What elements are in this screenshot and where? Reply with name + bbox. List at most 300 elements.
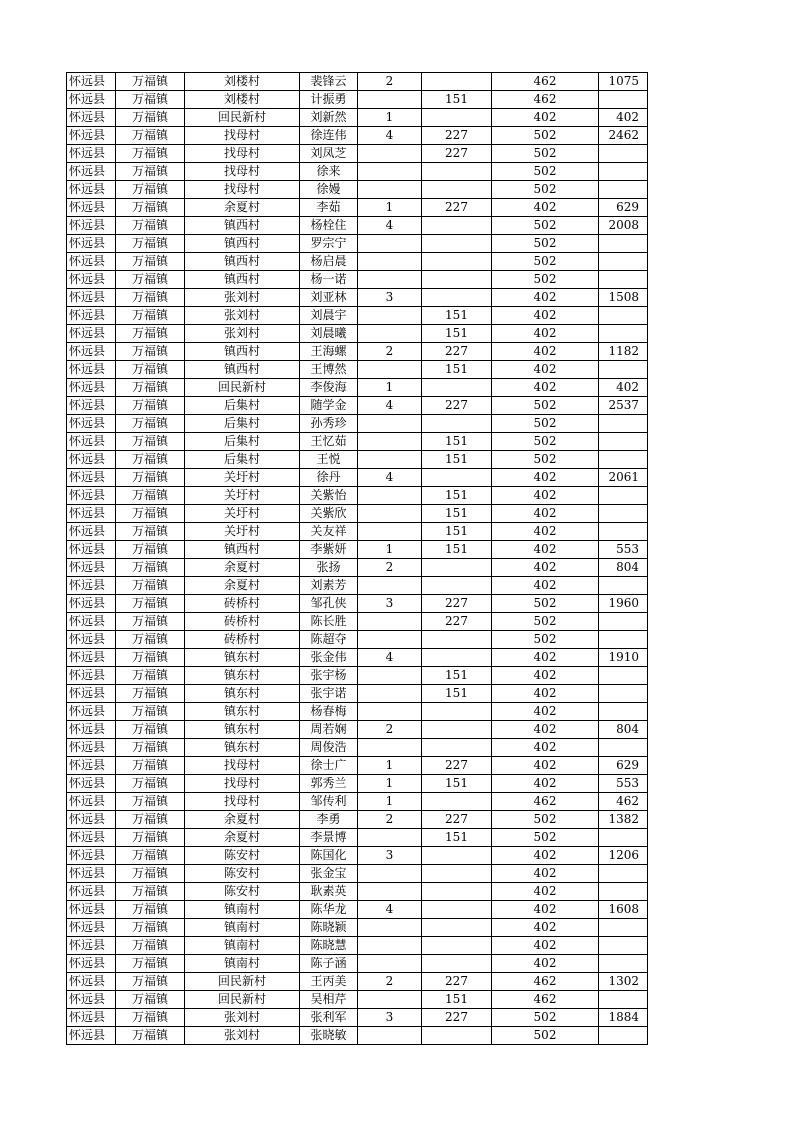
town-cell: 万福镇 bbox=[116, 523, 185, 541]
name-cell: 张宇杨 bbox=[300, 667, 358, 685]
subsidy-b-cell: 402 bbox=[492, 487, 599, 505]
table-row bbox=[67, 127, 648, 145]
table-row bbox=[67, 901, 648, 919]
name-cell: 关紫怡 bbox=[300, 487, 358, 505]
name-cell: 徐连伟 bbox=[300, 127, 358, 145]
subsidy-a-cell bbox=[422, 703, 492, 721]
town-cell: 万福镇 bbox=[116, 649, 185, 667]
table-row bbox=[67, 685, 648, 703]
table-row bbox=[67, 703, 648, 721]
table-row bbox=[67, 235, 648, 253]
county-cell: 怀远县 bbox=[67, 973, 116, 991]
subsidy-a-cell bbox=[422, 109, 492, 127]
subsidy-a-cell: 151 bbox=[422, 991, 492, 1009]
county-cell: 怀远县 bbox=[67, 235, 116, 253]
town-cell: 万福镇 bbox=[116, 811, 185, 829]
name-cell: 吴相芹 bbox=[300, 991, 358, 1009]
village-cell: 镇西村 bbox=[185, 271, 300, 289]
name-cell: 王博然 bbox=[300, 361, 358, 379]
table-row bbox=[67, 991, 648, 1009]
subsidy-b-cell: 502 bbox=[492, 433, 599, 451]
county-cell: 怀远县 bbox=[67, 433, 116, 451]
household-count-cell bbox=[358, 631, 422, 649]
town-cell: 万福镇 bbox=[116, 163, 185, 181]
total-cell bbox=[599, 235, 648, 253]
total-cell: 553 bbox=[599, 541, 648, 559]
village-cell: 镇西村 bbox=[185, 361, 300, 379]
name-cell: 李勇 bbox=[300, 811, 358, 829]
subsidy-a-cell: 227 bbox=[422, 973, 492, 991]
total-cell bbox=[599, 829, 648, 847]
village-cell: 镇西村 bbox=[185, 253, 300, 271]
household-count-cell: 1 bbox=[358, 541, 422, 559]
table-row bbox=[67, 343, 648, 361]
county-cell: 怀远县 bbox=[67, 955, 116, 973]
subsidy-b-cell: 502 bbox=[492, 595, 599, 613]
household-count-cell bbox=[358, 415, 422, 433]
table-row bbox=[67, 181, 648, 199]
name-cell: 陈国化 bbox=[300, 847, 358, 865]
household-count-cell bbox=[358, 253, 422, 271]
subsidy-b-cell: 462 bbox=[492, 973, 599, 991]
table-row bbox=[67, 757, 648, 775]
total-cell bbox=[599, 937, 648, 955]
table-row bbox=[67, 1027, 648, 1045]
town-cell: 万福镇 bbox=[116, 91, 185, 109]
subsidy-a-cell bbox=[422, 253, 492, 271]
household-count-cell: 4 bbox=[358, 127, 422, 145]
village-cell: 镇东村 bbox=[185, 739, 300, 757]
town-cell: 万福镇 bbox=[116, 1027, 185, 1045]
total-cell bbox=[599, 523, 648, 541]
county-cell: 怀远县 bbox=[67, 325, 116, 343]
household-count-cell: 2 bbox=[358, 973, 422, 991]
county-cell: 怀远县 bbox=[67, 595, 116, 613]
subsidy-b-cell: 402 bbox=[492, 343, 599, 361]
subsidy-a-cell: 227 bbox=[422, 1009, 492, 1027]
name-cell: 李俊海 bbox=[300, 379, 358, 397]
village-cell: 余夏村 bbox=[185, 811, 300, 829]
village-cell: 后集村 bbox=[185, 451, 300, 469]
household-count-cell bbox=[358, 325, 422, 343]
table-row bbox=[67, 325, 648, 343]
household-count-cell: 1 bbox=[358, 379, 422, 397]
subsidy-a-cell: 151 bbox=[422, 523, 492, 541]
household-count-cell: 2 bbox=[358, 559, 422, 577]
total-cell bbox=[599, 667, 648, 685]
household-count-cell bbox=[358, 487, 422, 505]
total-cell: 629 bbox=[599, 199, 648, 217]
subsidy-a-cell bbox=[422, 919, 492, 937]
household-count-cell bbox=[358, 181, 422, 199]
total-cell bbox=[599, 883, 648, 901]
total-cell bbox=[599, 451, 648, 469]
name-cell: 李茹 bbox=[300, 199, 358, 217]
subsidy-b-cell: 402 bbox=[492, 109, 599, 127]
town-cell: 万福镇 bbox=[116, 325, 185, 343]
subsidy-a-cell: 227 bbox=[422, 343, 492, 361]
town-cell: 万福镇 bbox=[116, 937, 185, 955]
county-cell: 怀远县 bbox=[67, 883, 116, 901]
household-count-cell bbox=[358, 523, 422, 541]
town-cell: 万福镇 bbox=[116, 397, 185, 415]
name-cell: 王忆茹 bbox=[300, 433, 358, 451]
table-row bbox=[67, 451, 648, 469]
total-cell: 629 bbox=[599, 757, 648, 775]
town-cell: 万福镇 bbox=[116, 631, 185, 649]
subsidy-b-cell: 402 bbox=[492, 775, 599, 793]
subsidy-a-cell bbox=[422, 865, 492, 883]
household-count-cell bbox=[358, 433, 422, 451]
town-cell: 万福镇 bbox=[116, 343, 185, 361]
total-cell bbox=[599, 739, 648, 757]
county-cell: 怀远县 bbox=[67, 757, 116, 775]
county-cell: 怀远县 bbox=[67, 271, 116, 289]
subsidy-a-cell: 151 bbox=[422, 91, 492, 109]
county-cell: 怀远县 bbox=[67, 415, 116, 433]
county-cell: 怀远县 bbox=[67, 775, 116, 793]
household-count-cell bbox=[358, 883, 422, 901]
county-cell: 怀远县 bbox=[67, 685, 116, 703]
table-row bbox=[67, 469, 648, 487]
household-count-cell: 2 bbox=[358, 343, 422, 361]
total-cell bbox=[599, 253, 648, 271]
village-cell: 镇南村 bbox=[185, 901, 300, 919]
county-cell: 怀远县 bbox=[67, 847, 116, 865]
table-row bbox=[67, 973, 648, 991]
table-row bbox=[67, 253, 648, 271]
household-count-cell bbox=[358, 91, 422, 109]
town-cell: 万福镇 bbox=[116, 793, 185, 811]
subsidy-b-cell: 402 bbox=[492, 757, 599, 775]
town-cell: 万福镇 bbox=[116, 847, 185, 865]
village-cell: 找母村 bbox=[185, 793, 300, 811]
household-count-cell bbox=[358, 991, 422, 1009]
town-cell: 万福镇 bbox=[116, 469, 185, 487]
subsidy-a-cell bbox=[422, 631, 492, 649]
household-count-cell bbox=[358, 271, 422, 289]
subsidy-b-cell: 402 bbox=[492, 919, 599, 937]
total-cell bbox=[599, 919, 648, 937]
name-cell: 邹孔侠 bbox=[300, 595, 358, 613]
subsidy-a-cell: 227 bbox=[422, 595, 492, 613]
subsidy-a-cell: 151 bbox=[422, 451, 492, 469]
name-cell: 裴锋云 bbox=[300, 73, 358, 91]
village-cell: 回民新村 bbox=[185, 973, 300, 991]
town-cell: 万福镇 bbox=[116, 919, 185, 937]
household-count-cell bbox=[358, 505, 422, 523]
table-row bbox=[67, 217, 648, 235]
county-cell: 怀远县 bbox=[67, 541, 116, 559]
subsidy-a-cell: 151 bbox=[422, 505, 492, 523]
subsidy-b-cell: 402 bbox=[492, 865, 599, 883]
subsidy-b-cell: 502 bbox=[492, 217, 599, 235]
name-cell: 关紫欣 bbox=[300, 505, 358, 523]
household-count-cell: 1 bbox=[358, 199, 422, 217]
total-cell bbox=[599, 163, 648, 181]
subsidy-a-cell bbox=[422, 559, 492, 577]
table-row bbox=[67, 793, 648, 811]
village-cell: 回民新村 bbox=[185, 991, 300, 1009]
subsidy-b-cell: 502 bbox=[492, 1027, 599, 1045]
county-cell: 怀远县 bbox=[67, 919, 116, 937]
village-cell: 镇东村 bbox=[185, 649, 300, 667]
name-cell: 计振勇 bbox=[300, 91, 358, 109]
subsidy-a-cell bbox=[422, 793, 492, 811]
subsidy-a-cell bbox=[422, 1027, 492, 1045]
total-cell bbox=[599, 415, 648, 433]
total-cell bbox=[599, 325, 648, 343]
subsidy-b-cell: 402 bbox=[492, 739, 599, 757]
county-cell: 怀远县 bbox=[67, 145, 116, 163]
household-count-cell bbox=[358, 361, 422, 379]
county-cell: 怀远县 bbox=[67, 181, 116, 199]
village-cell: 余夏村 bbox=[185, 829, 300, 847]
subsidy-a-cell bbox=[422, 883, 492, 901]
table-row bbox=[67, 91, 648, 109]
household-count-cell: 2 bbox=[358, 811, 422, 829]
subsidy-b-cell: 402 bbox=[492, 883, 599, 901]
county-cell: 怀远县 bbox=[67, 523, 116, 541]
household-count-cell: 1 bbox=[358, 775, 422, 793]
subsidy-b-cell: 402 bbox=[492, 199, 599, 217]
name-cell: 张金宝 bbox=[300, 865, 358, 883]
table-row bbox=[67, 865, 648, 883]
total-cell bbox=[599, 505, 648, 523]
household-count-cell bbox=[358, 235, 422, 253]
subsidy-a-cell: 151 bbox=[422, 685, 492, 703]
county-cell: 怀远县 bbox=[67, 397, 116, 415]
household-count-cell bbox=[358, 451, 422, 469]
village-cell: 砖桥村 bbox=[185, 595, 300, 613]
county-cell: 怀远县 bbox=[67, 91, 116, 109]
county-cell: 怀远县 bbox=[67, 631, 116, 649]
table-row bbox=[67, 613, 648, 631]
village-cell: 镇东村 bbox=[185, 703, 300, 721]
subsidy-a-cell: 227 bbox=[422, 145, 492, 163]
table-row bbox=[67, 73, 648, 91]
county-cell: 怀远县 bbox=[67, 649, 116, 667]
name-cell: 陈晓慧 bbox=[300, 937, 358, 955]
village-cell: 关圩村 bbox=[185, 505, 300, 523]
county-cell: 怀远县 bbox=[67, 937, 116, 955]
county-cell: 怀远县 bbox=[67, 307, 116, 325]
table-row bbox=[67, 811, 648, 829]
subsidy-a-cell bbox=[422, 901, 492, 919]
village-cell: 张刘村 bbox=[185, 1027, 300, 1045]
county-cell: 怀远县 bbox=[67, 901, 116, 919]
table-row bbox=[67, 523, 648, 541]
subsidy-b-cell: 502 bbox=[492, 1009, 599, 1027]
town-cell: 万福镇 bbox=[116, 307, 185, 325]
town-cell: 万福镇 bbox=[116, 487, 185, 505]
town-cell: 万福镇 bbox=[116, 595, 185, 613]
name-cell: 邹传利 bbox=[300, 793, 358, 811]
village-cell: 后集村 bbox=[185, 415, 300, 433]
household-count-cell: 1 bbox=[358, 109, 422, 127]
county-cell: 怀远县 bbox=[67, 1009, 116, 1027]
household-count-cell: 2 bbox=[358, 721, 422, 739]
name-cell: 杨一诺 bbox=[300, 271, 358, 289]
village-cell: 张刘村 bbox=[185, 1009, 300, 1027]
town-cell: 万福镇 bbox=[116, 433, 185, 451]
table-row bbox=[67, 271, 648, 289]
village-cell: 砖桥村 bbox=[185, 613, 300, 631]
household-count-cell: 3 bbox=[358, 1009, 422, 1027]
total-cell bbox=[599, 145, 648, 163]
village-cell: 陈安村 bbox=[185, 865, 300, 883]
village-cell: 镇西村 bbox=[185, 235, 300, 253]
county-cell: 怀远县 bbox=[67, 505, 116, 523]
subsidy-a-cell bbox=[422, 649, 492, 667]
total-cell bbox=[599, 631, 648, 649]
table-row bbox=[67, 415, 648, 433]
table-row bbox=[67, 631, 648, 649]
household-count-cell bbox=[358, 955, 422, 973]
town-cell: 万福镇 bbox=[116, 955, 185, 973]
total-cell: 2462 bbox=[599, 127, 648, 145]
village-cell: 张刘村 bbox=[185, 307, 300, 325]
name-cell: 杨栓住 bbox=[300, 217, 358, 235]
total-cell: 2061 bbox=[599, 469, 648, 487]
total-cell: 1910 bbox=[599, 649, 648, 667]
subsidy-b-cell: 502 bbox=[492, 397, 599, 415]
town-cell: 万福镇 bbox=[116, 991, 185, 1009]
household-count-cell: 4 bbox=[358, 469, 422, 487]
household-count-cell bbox=[358, 613, 422, 631]
table-row bbox=[67, 379, 648, 397]
table-row bbox=[67, 739, 648, 757]
village-cell: 镇西村 bbox=[185, 343, 300, 361]
subsidy-a-cell bbox=[422, 217, 492, 235]
county-cell: 怀远县 bbox=[67, 379, 116, 397]
subsidy-b-cell: 402 bbox=[492, 361, 599, 379]
town-cell: 万福镇 bbox=[116, 217, 185, 235]
household-count-cell: 3 bbox=[358, 847, 422, 865]
village-cell: 张刘村 bbox=[185, 325, 300, 343]
village-cell: 回民新村 bbox=[185, 379, 300, 397]
name-cell: 杨启晨 bbox=[300, 253, 358, 271]
county-cell: 怀远县 bbox=[67, 199, 116, 217]
name-cell: 徐嫚 bbox=[300, 181, 358, 199]
subsidy-b-cell: 402 bbox=[492, 307, 599, 325]
total-cell: 2537 bbox=[599, 397, 648, 415]
name-cell: 周俊浩 bbox=[300, 739, 358, 757]
county-cell: 怀远县 bbox=[67, 487, 116, 505]
town-cell: 万福镇 bbox=[116, 379, 185, 397]
total-cell: 402 bbox=[599, 379, 648, 397]
data-table bbox=[66, 72, 648, 1045]
subsidy-a-cell bbox=[422, 847, 492, 865]
household-count-cell: 3 bbox=[358, 595, 422, 613]
name-cell: 徐丹 bbox=[300, 469, 358, 487]
county-cell: 怀远县 bbox=[67, 865, 116, 883]
subsidy-a-cell bbox=[422, 289, 492, 307]
table-row bbox=[67, 649, 648, 667]
town-cell: 万福镇 bbox=[116, 127, 185, 145]
name-cell: 陈超夺 bbox=[300, 631, 358, 649]
subsidy-a-cell bbox=[422, 73, 492, 91]
subsidy-b-cell: 402 bbox=[492, 901, 599, 919]
town-cell: 万福镇 bbox=[116, 883, 185, 901]
household-count-cell: 4 bbox=[358, 217, 422, 235]
subsidy-b-cell: 462 bbox=[492, 793, 599, 811]
subsidy-a-cell: 227 bbox=[422, 397, 492, 415]
household-count-cell bbox=[358, 307, 422, 325]
town-cell: 万福镇 bbox=[116, 757, 185, 775]
household-count-cell bbox=[358, 163, 422, 181]
town-cell: 万福镇 bbox=[116, 775, 185, 793]
town-cell: 万福镇 bbox=[116, 271, 185, 289]
subsidy-b-cell: 502 bbox=[492, 829, 599, 847]
household-count-cell bbox=[358, 685, 422, 703]
subsidy-a-cell: 151 bbox=[422, 325, 492, 343]
name-cell: 陈晓颖 bbox=[300, 919, 358, 937]
village-cell: 关圩村 bbox=[185, 469, 300, 487]
county-cell: 怀远县 bbox=[67, 127, 116, 145]
total-cell: 553 bbox=[599, 775, 648, 793]
subsidy-b-cell: 402 bbox=[492, 685, 599, 703]
household-count-cell: 4 bbox=[358, 397, 422, 415]
town-cell: 万福镇 bbox=[116, 235, 185, 253]
table-row bbox=[67, 163, 648, 181]
name-cell: 耿素英 bbox=[300, 883, 358, 901]
table-row bbox=[67, 829, 648, 847]
total-cell bbox=[599, 991, 648, 1009]
name-cell: 张晓敏 bbox=[300, 1027, 358, 1045]
name-cell: 王悦 bbox=[300, 451, 358, 469]
table-row bbox=[67, 361, 648, 379]
name-cell: 随学金 bbox=[300, 397, 358, 415]
total-cell bbox=[599, 685, 648, 703]
village-cell: 找母村 bbox=[185, 775, 300, 793]
county-cell: 怀远县 bbox=[67, 451, 116, 469]
subsidy-a-cell bbox=[422, 415, 492, 433]
subsidy-b-cell: 402 bbox=[492, 325, 599, 343]
subsidy-a-cell bbox=[422, 721, 492, 739]
county-cell: 怀远县 bbox=[67, 343, 116, 361]
village-cell: 找母村 bbox=[185, 757, 300, 775]
village-cell: 陈安村 bbox=[185, 847, 300, 865]
town-cell: 万福镇 bbox=[116, 145, 185, 163]
subsidy-a-cell: 227 bbox=[422, 199, 492, 217]
town-cell: 万福镇 bbox=[116, 451, 185, 469]
subsidy-a-cell: 227 bbox=[422, 613, 492, 631]
village-cell: 镇南村 bbox=[185, 919, 300, 937]
county-cell: 怀远县 bbox=[67, 109, 116, 127]
name-cell: 王海螺 bbox=[300, 343, 358, 361]
subsidy-a-cell: 151 bbox=[422, 361, 492, 379]
county-cell: 怀远县 bbox=[67, 667, 116, 685]
total-cell: 1302 bbox=[599, 973, 648, 991]
subsidy-a-cell bbox=[422, 469, 492, 487]
household-count-cell bbox=[358, 865, 422, 883]
name-cell: 陈子涵 bbox=[300, 955, 358, 973]
subsidy-b-cell: 402 bbox=[492, 937, 599, 955]
total-cell: 804 bbox=[599, 559, 648, 577]
name-cell: 张扬 bbox=[300, 559, 358, 577]
county-cell: 怀远县 bbox=[67, 613, 116, 631]
village-cell: 镇东村 bbox=[185, 685, 300, 703]
table-row bbox=[67, 109, 648, 127]
household-count-cell bbox=[358, 703, 422, 721]
town-cell: 万福镇 bbox=[116, 181, 185, 199]
total-cell: 1884 bbox=[599, 1009, 648, 1027]
table-row bbox=[67, 721, 648, 739]
table-row bbox=[67, 487, 648, 505]
table-row bbox=[67, 937, 648, 955]
village-cell: 关圩村 bbox=[185, 487, 300, 505]
